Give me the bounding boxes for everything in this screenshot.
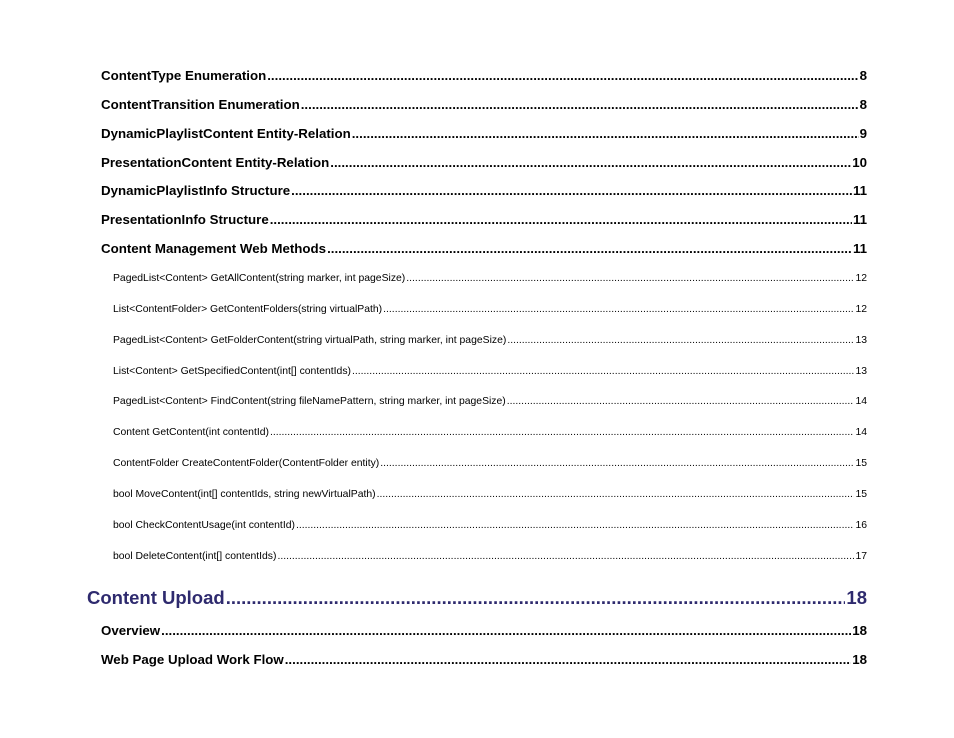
dot-leader: [352, 126, 859, 141]
toc-entry-title: DynamicPlaylistInfo Structure: [101, 183, 291, 198]
dot-leader: [327, 241, 852, 256]
dot-leader: [226, 587, 846, 609]
toc-entry-overview[interactable]: [101, 623, 867, 641]
toc-entry-page: 15: [855, 458, 867, 469]
toc-entry-presentationcontent-entity-relation[interactable]: [101, 155, 867, 173]
toc-entry-title: Content Upload: [87, 587, 225, 608]
dot-leader: [330, 155, 851, 170]
toc-entry-page: 12: [855, 304, 867, 315]
dot-leader: [161, 623, 851, 638]
toc-entry-findcontent[interactable]: [113, 396, 867, 410]
toc-entry-page: 13: [855, 366, 867, 377]
toc-entry-page: 14: [855, 427, 867, 438]
dot-leader: [270, 212, 852, 227]
toc-entry-title: ContentTransition Enumeration: [101, 97, 300, 112]
toc-entry-title: Overview: [101, 623, 161, 638]
toc-entry-title: bool MoveContent(int[] contentIds, string newVirtualPath): [113, 489, 376, 500]
toc-entry-page: 12: [855, 273, 867, 284]
toc-entry-title: Content GetContent(int contentId): [113, 427, 269, 438]
toc-entry-title: PagedList<Content> GetAllContent(string marker, int pageSize): [113, 273, 406, 284]
toc-entry-page: 17: [855, 551, 867, 562]
toc-entry-title: Web Page Upload Work Flow: [101, 652, 284, 667]
dot-leader: [377, 489, 855, 500]
toc-entry-page: 15: [855, 489, 867, 500]
toc-entry-page: 14: [855, 396, 867, 407]
toc-entry-title: ContentFolder CreateContentFolder(ContentFolder entity): [113, 458, 380, 469]
toc-entry-title: bool CheckContentUsage(int contentId): [113, 520, 295, 531]
dot-leader: [406, 273, 854, 284]
toc-entry-web-page-upload-work-flow[interactable]: [101, 652, 867, 670]
dot-leader: [277, 551, 854, 562]
dot-leader: [291, 183, 852, 198]
toc-entry-page: 13: [855, 335, 867, 346]
dot-leader: [507, 335, 854, 346]
toc-entry-page: 8: [859, 68, 867, 83]
toc-entry-title: PagedList<Content> GetFolderContent(string virtualPath, string marker, int pageSize): [113, 335, 507, 346]
toc-entry-page: 18: [852, 652, 867, 667]
toc-entry-title: List<Content> GetSpecifiedContent(int[] contentIds): [113, 366, 351, 377]
toc-entry-page: 11: [852, 183, 867, 198]
toc-entry-title: PresentationInfo Structure: [101, 212, 269, 227]
toc-entry-page: 11: [852, 212, 867, 227]
toc-entry-content-management-web-methods[interactable]: [101, 241, 867, 259]
toc-entry-title: PagedList<Content> FindContent(string fileNamePattern, string marker, int pageSize): [113, 396, 506, 407]
toc-entry-title: PresentationContent Entity-Relation: [101, 155, 330, 170]
toc-entry-title: DynamicPlaylistContent Entity-Relation: [101, 126, 351, 141]
dot-leader: [380, 458, 854, 469]
toc-entry-title: List<ContentFolder> GetContentFolders(string virtualPath): [113, 304, 383, 315]
toc-entry-dynamicplaylistcontent-entity-relation[interactable]: [101, 126, 867, 144]
dot-leader: [383, 304, 854, 315]
toc-entry-presentationinfo-structure[interactable]: [101, 212, 867, 230]
dot-leader: [507, 396, 855, 407]
toc-entry-page: 16: [855, 520, 867, 531]
toc-entry-checkcontentusage[interactable]: [113, 520, 867, 534]
dot-leader: [285, 652, 851, 667]
toc-entry-page: 18: [846, 587, 867, 608]
toc-entry-getcontent[interactable]: [113, 427, 867, 441]
toc-entry-getfoldercontent[interactable]: [113, 335, 867, 349]
toc-entry-content-upload[interactable]: [87, 587, 867, 611]
dot-leader: [301, 97, 859, 112]
toc-entry-title: bool DeleteContent(int[] contentIds): [113, 551, 277, 562]
toc-entry-page: 11: [852, 241, 867, 256]
toc-entry-page: 10: [852, 155, 867, 170]
toc-entry-getspecifiedcontent[interactable]: [113, 366, 867, 380]
toc-entry-page: 18: [852, 623, 867, 638]
toc-entry-contenttransition-enumeration[interactable]: [101, 97, 867, 115]
toc-entry-contenttype-enumeration[interactable]: [101, 68, 867, 86]
toc-entry-getallcontent[interactable]: [113, 273, 867, 287]
dot-leader: [352, 366, 854, 377]
dot-leader: [296, 520, 854, 531]
toc-entry-movecontent[interactable]: [113, 489, 867, 503]
toc-entry-createcontentfolder[interactable]: [113, 458, 867, 472]
toc-entry-dynamicplaylistinfo-structure[interactable]: [101, 183, 867, 201]
toc-entry-title: ContentType Enumeration: [101, 68, 267, 83]
toc-entry-title: Content Management Web Methods: [101, 241, 327, 256]
toc-entry-page: 8: [859, 97, 867, 112]
toc-entry-getcontentfolders[interactable]: [113, 304, 867, 318]
dot-leader: [267, 68, 858, 83]
toc-entry-page: 9: [859, 126, 867, 141]
toc-entry-deletecontent[interactable]: [113, 551, 867, 565]
dot-leader: [270, 427, 854, 438]
